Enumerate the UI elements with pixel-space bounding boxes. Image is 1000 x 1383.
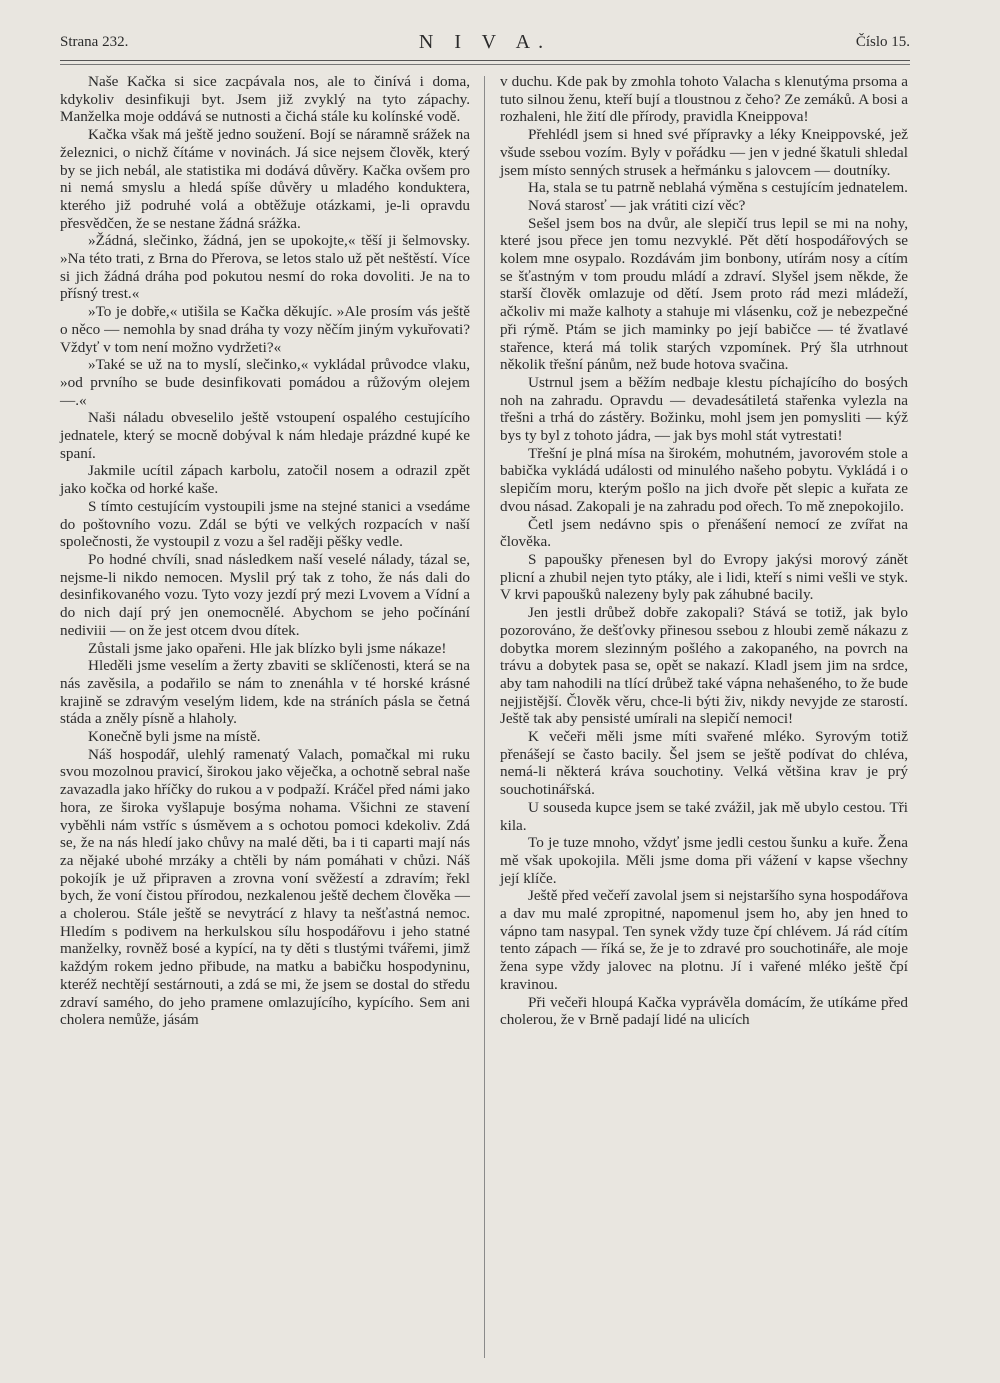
paragraph: Jen jestli drůbež dobře zakopali? Stává se totiž, jak bylo pozorováno, že dešťovky přinesou ssebou z hloubi země nákazu z dobytka morem slezinným pošlého a zakopaného, na povrch na trávu a dobytek pasa se, opět se nakazí. Kladl jsem jim na srdce, aby tam nahodili na tlící drůbež také vápna nehašeného, to že bude nejjistější. Člověk věru, chce-li býti živ, nikdy nevyjde ze starostí. Ještě tak aby pensisté umírali na slepičí nemoci! <box>500 604 908 728</box>
paragraph: Náš hospodář, ulehlý ramenatý Valach, pomačkal mi ruku svou mozolnou pravicí, širokou jako věječka, a ochotně sebral naše zavazadla jako hříčky do rukou a v podpaží. Kráčel před námi jako hora, ze široka vyšlapuje bosýma nohama. Všichni ze stavení vyběhli nám vstříc s úsměvem a s ochotou pomoci kdekoliv. Zdá se, že na nás hledí jako chůvy na malé děti, ba i ti caparti mají nás za nějaké ubohé mrzáky a chtěli by nám pomáhati v chůzi. Náš pokojík je už připraven a zrovna voní svěžestí a zdravím; řekl bych, že voní čistou přírodou, nezkalenou ještě dechem člověka — a cholerou. Stále ještě se nevytrácí z hlavy ta nešťastná nemoc. Hledím s podivem na herkulskou sílu hospodářovu i jeho statné manželky, rovněž bosé a kypící, na ty děti s tlustými tvářemi, jimž každým rokem jedno přibude, na matku a babičku hospodyninu, kteréž nechtějí sestárnouti, a zdá se mi, že jsem se dostal do středu zdraví samého, do jeho pramene omlazujícího, kypícího. Sem ani cholera nemůže, jásám <box>60 745 470 1029</box>
paragraph: Ustrnul jsem a běžím nedbaje klestu píchajícího do bosých noh na zahradu. Opravdu — devadesátiletá stařenka vylezla na třešni a trhá do zástěry. Božinku, mohl jsem jen pomysliti — kýž bys ty byl z tohoto jádra, — jak bys mohl stát vytrestati! <box>500 373 908 445</box>
paragraph: Naše Kačka si sice zacpávala nos, ale to činívá i doma, kdykoliv desinfikuji byt. Jsem již zvyklý na tyto zápachy. Manželka moje oddává se nutnosti a čichá stále ku kolínské vodě. <box>60 73 470 126</box>
paragraph: Ještě před večeří zavolal jsem si nejstaršího syna hospodářova a dav mu malé zpropitné, napomenul jsem ho, aby jen hned to vápno tam nasypal. Ten synek vždy tuze čpí chlévem. Já rád cítím tento zápach — říká se, že je to zdravé pro souchotináře, ale moje žena sype vždy jalovec na plotnu. Jí i vařené mléko ještě čpí kravinou. <box>500 887 908 993</box>
paragraph: Naši náladu obveselilo ještě vstoupení ospalého cestujícího jednatele, který se mocně dobýval k nám hledaje prázdné kupé ke spaní. <box>60 409 470 462</box>
page-number: Strana 232. <box>60 34 129 50</box>
paragraph: K večeři měli jsme míti svařené mléko. Syrovým totiž přenášejí se často bacily. Šel jsem se ještě podívat do chléva, nemá-li některá kráva souchotiny. Velká většina krav je prý souchotinářská. <box>500 728 908 799</box>
paragraph: Sešel jsem bos na dvůr, ale slepičí trus lepil se mi na nohy, které jsou přece jen tomu nezvyklé. Pět dětí hospodářových se kolem mne osypalo. Rozdávám jim bonbony, utírám nosy a cítím se šťastným v tom proudu mládí a zdraví. Slyšel jsem někde, že starší člověk omlazuje od dětí. Jsem proto rád mezi mládeží, ačkoliv mi maže kalhoty a stahuje mi vlásenku, což je nebezpečné při rýmě. Ptám se jich maminky po její babičce — té žvatlavé stařence, která má tolik starých vzpomínek. Prý šla utrhnout několik třešní pánům, než bude hotova svačina. <box>500 214 908 374</box>
paragraph: Kačka však má ještě jedno soužení. Bojí se náramně srážek na železnici, o nichž čítáme v novinách. Já sice nejsem člověk, který by se jich nebál, ale statistika mi dodává důvěry. Kačka ovšem pro ni nemá smyslu a hledá spíše důvěry u mladého konduktera, kterého již podruhé volá a obtěžuje otázkami, je-li opravdu přesvědčen, že se nestane žádná srážka. <box>60 126 470 232</box>
paragraph: S papoušky přenesen byl do Evropy jakýsi morový zánět plicní a zhubil nejen tyto ptáky, ale i lidi, kteří s nimi vešli ve styk. V krvi papoušků nalezeny byly pak záhubné bacily. <box>500 550 908 604</box>
left-column <box>60 73 470 1029</box>
paragraph: U souseda kupce jsem se také zvážil, jak mě ubylo cestou. Tři kila. <box>500 798 908 834</box>
paragraph: S tímto cestujícím vystoupili jsme na stejné stanici a vsedáme do poštovního vozu. Zdál se býti ve velkých rozpacích v naší společnosti, že vystoupil z vozu a šel raději pěšky vedle. <box>60 497 470 551</box>
paragraph: »Žádná, slečinko, žádná, jen se upokojte,« těší ji šelmovsky. »Na této trati, z Brna do Přerova, se letos stalo už pět neštěstí. Více si jich žádná dráha pod pokutou nesmí do roka dovoliti. Je na to přísný trest.« <box>60 232 470 303</box>
header-rule <box>60 60 910 61</box>
paragraph: Po hodné chvíli, snad následkem naší veselé nálady, tázal se, nejsme-li nikdo nemocen. Myslil prý tak z toho, že nás dali do desinfikovaného vozu. Tyto vozy jezdí prý mezi Lvovem a Vídní a do nich dají prý jen onemocnělé. Abychom se jeho počínání nediviii — on že jest otcem dvou dítek. <box>60 550 470 639</box>
paragraph: Konečně byli jsme na místě. <box>88 728 261 746</box>
column-divider <box>484 76 485 1358</box>
paragraph: v duchu. Kde pak by zmohla tohoto Valacha s klenutýma prsoma a tuto silnou ženu, kteří bují a tloustnou z čeho? Ze zemáků. A bosi a rozhaleni, hle žití dle přírody, pravidla Kneippova! <box>500 73 908 126</box>
paragraph: Třešní je plná mísa na širokém, mohutném, javorovém stole a babička vykládá události od minulého našeho pobytu. Vykládá i o slepičím moru, kterým pošlo na jich dvoře pět slepic a kuřata ze dvou násad. Zakopali je na zahradu pod ořech. To mě znepokojilo. <box>500 444 908 515</box>
paragraph: Přehlédl jsem si hned své přípravky a léky Kneippovské, jež všude ssebou vozím. Byly v pořádku — jen v jedné škatuli shledal jsem místo senných strusek a heřmánku s jalovcem — doutníky. <box>500 126 908 179</box>
journal-title: N I V A. <box>418 31 552 53</box>
header-rule-thin <box>60 64 910 65</box>
paragraph: »To je dobře,« utišila se Kačka děkujíc. »Ale prosím vás ještě o něco — nemohla by snad dráha ty vozy něčím jiným vykuřovati? Vždyť v tom není možno vydržeti?« <box>60 303 470 356</box>
paragraph: Ha, stala se tu patrně neblahá výměna s cestujícím jednatelem. <box>528 179 908 197</box>
page-header <box>60 31 910 56</box>
paragraph: Jakmile ucítil zápach karbolu, zatočil nosem a odrazil zpět jako kočka od horké kaše. <box>60 462 470 498</box>
paragraph: Hleděli jsme veselím a žerty zbaviti se sklíčenosti, která se na nás zavěsila, a podařilo se nám to znenáhla v té horské krásné krajině se zdravým veselým lidem, kde na stráních pásla se četná stáda a zněly písně a hlaholy. <box>60 657 470 728</box>
paragraph: Při večeři hloupá Kačka vyprávěla domácím, že utíkáme před cholerou, že v Brně padají lidé na ulicích <box>500 993 908 1029</box>
right-column <box>500 73 908 1029</box>
paragraph: Četl jsem nedávno spis o přenášení nemocí ze zvířat na člověka. <box>500 515 908 551</box>
paragraph: To je tuze mnoho, vždyť jsme jedli cestou šunku a kuře. Žena mě však upokojila. Měli jsme doma při vážení v kapse všechny její klíče. <box>500 834 908 887</box>
paragraph: Nová starosť — jak vrátiti cizí věc? <box>528 196 746 214</box>
paragraph: Zůstali jsme jako opařeni. Hle jak blízko byli jsme nákaze! <box>88 639 447 657</box>
issue-number: Číslo 15. <box>855 34 910 50</box>
paragraph: »Také se už na to myslí, slečinko,« vykládal průvodce vlaku, »od prvního se bude desinfikovati pomádou a růžovým olejem —.« <box>60 356 470 409</box>
